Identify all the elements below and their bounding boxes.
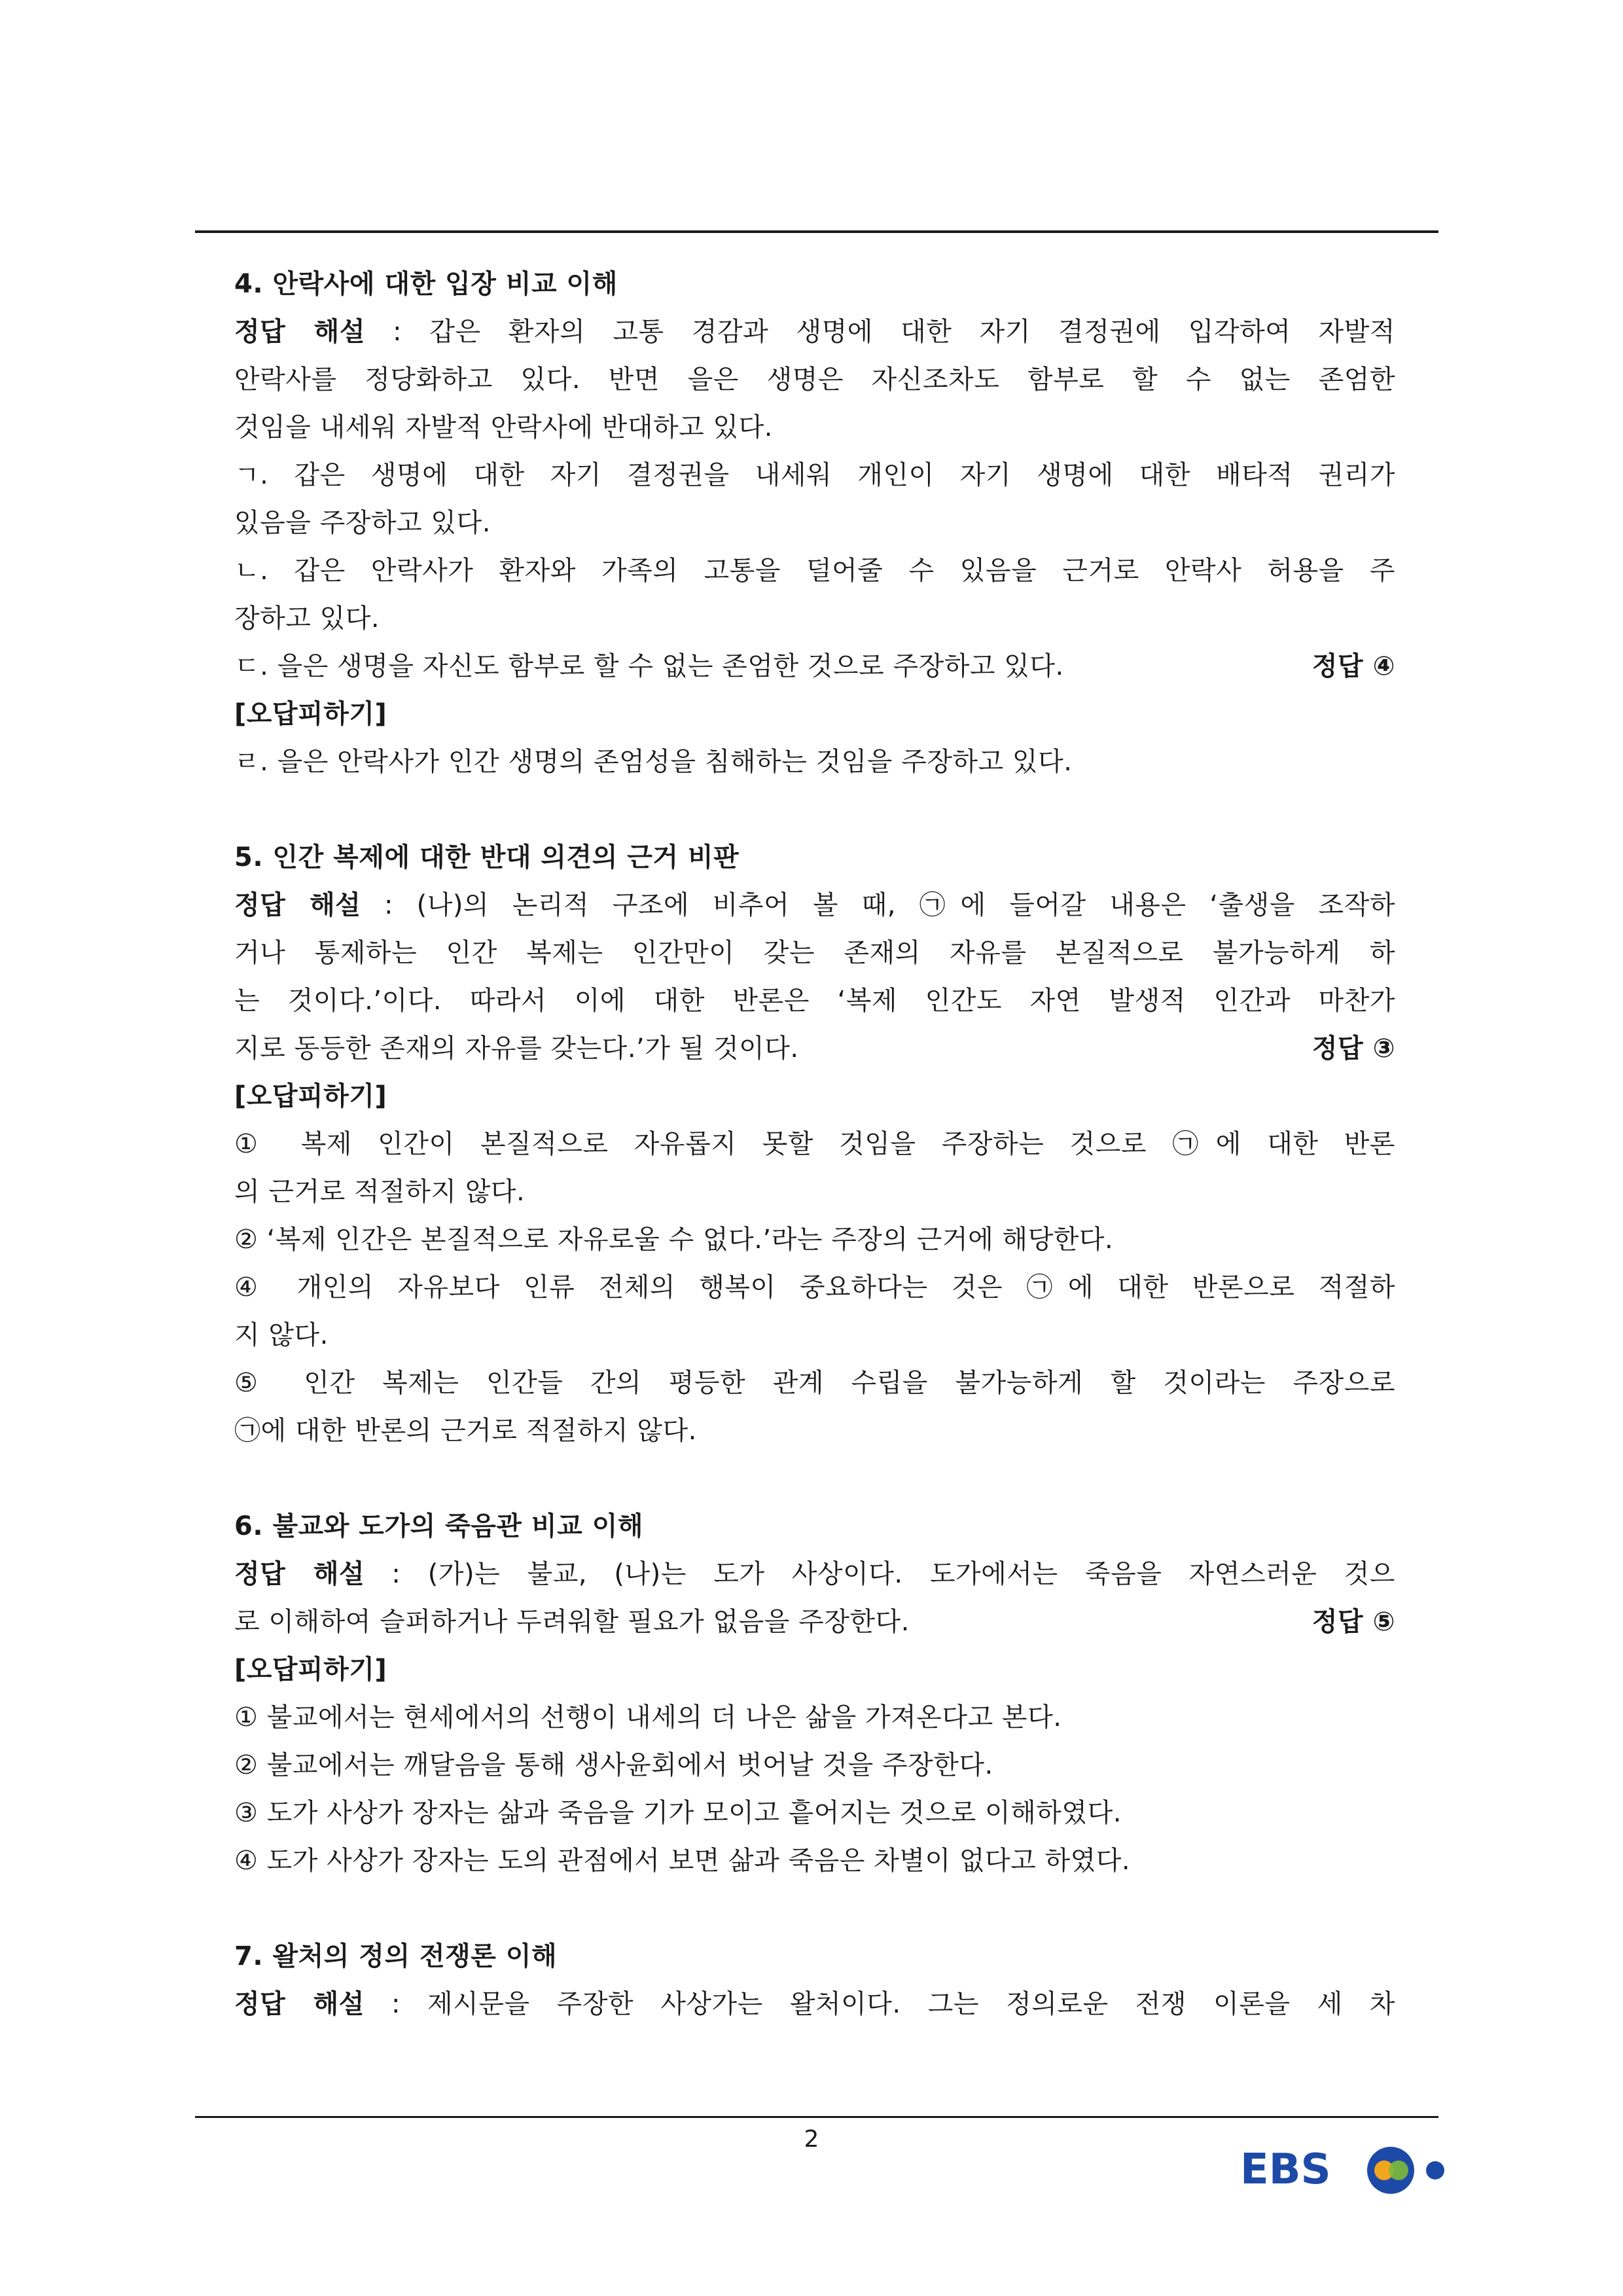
- section-5-text: 의 근거로 적절하지 않다.: [234, 1177, 526, 1207]
- section-5-text: : (나)의 논리적 구조에 비추어 볼 때, ㉠에 들어갈 내용은 ‘출생을 조작하: [361, 890, 1395, 920]
- footer-rule: [195, 2116, 1438, 2118]
- section-4-text: ㄹ. 을은 안락사가 인간 생명의 존엄성을 침해하는 것임을 주장하고 있다.: [234, 747, 1073, 777]
- section-5-text: 지로 동등한 존재의 자유를 갖는다.’가 될 것이다.: [234, 1033, 799, 1064]
- header-rule: [195, 230, 1438, 233]
- section-5-text: 지 않다.: [234, 1320, 329, 1350]
- ebs-logo-green-dot: [1389, 2161, 1408, 2180]
- section-4-text: ㄷ. 을은 생명을 자신도 함부로 할 수 없는 존엄한 것으로 주장하고 있다.: [234, 651, 1064, 681]
- section-4-text: 것임을 내세워 자발적 안락사에 반대하고 있다.: [234, 412, 773, 442]
- section-5-text: 거나 통제하는 인간 복제는 인간만이 갖는 존재의 자유를 본질적으로 불가능하게 하: [234, 938, 1395, 968]
- section-4-text: 있음을 주장하고 있다.: [234, 508, 491, 538]
- section-4-text: ㄴ. 갑은 안락사가 환자와 가족의 고통을 덜어줄 수 있음을 근거로 안락사 허용을 주: [234, 556, 1395, 586]
- section-5-text: 는 것이다.’이다. 따라서 이에 대한 반론은 ‘복제 인간도 자연 발생적 인간과 마찬가: [234, 986, 1395, 1016]
- wrong-answer-heading: [오답피하기]: [234, 699, 387, 729]
- section-5-text: ④ 개인의 자유보다 인류 전체의 행복이 중요하다는 것은 ㉠에 대한 반론으로 적절하: [234, 1272, 1395, 1302]
- wrong-answer-heading: [오답피하기]: [234, 1655, 387, 1685]
- section-6-text: ① 불교에서는 현세에서의 선행이 내세의 더 나은 삶을 가져온다고 본다.: [234, 1702, 1062, 1732]
- answer-label: 정답 ⑤: [1311, 1607, 1395, 1637]
- ebs-logo: [1239, 2135, 1455, 2203]
- section-5-title: 5. 인간 복제에 대한 반대 의견의 근거 비판: [234, 842, 740, 872]
- page-body: [234, 260, 1395, 2028]
- section-6-text: ④ 도가 사상가 장자는 도의 관점에서 보면 삶과 죽음은 차별이 없다고 하였다.: [234, 1846, 1131, 1876]
- answer-label: 정답 ③: [1311, 1033, 1395, 1064]
- section-6-text: ③ 도가 사상가 장자는 삶과 죽음을 기가 모이고 흩어지는 것으로 이해하였다.: [234, 1798, 1122, 1828]
- section-6-text: 로 이해하여 슬퍼하거나 두려워할 필요가 없음을 주장한다.: [234, 1607, 910, 1637]
- section-5-text: ② ‘복제 인간은 본질적으로 자유로울 수 없다.’라는 주장의 근거에 해당한다.: [234, 1225, 1114, 1255]
- section-4-title: 4. 안락사에 대한 입장 비교 이해: [234, 269, 618, 299]
- section-6-text: : (가)는 불교, (나)는 도가 사상이다. 도가에서는 죽음을 자연스러운 것으: [365, 1559, 1395, 1589]
- section-4-text: 장하고 있다.: [234, 603, 380, 634]
- section-5-text: ⑤ 인간 복제는 인간들 간의 평등한 관계 수립을 불가능하게 할 것이라는 주장으로: [234, 1368, 1395, 1398]
- section-5-text: ㉠에 대한 반론의 근거로 적절하지 않다.: [234, 1416, 697, 1446]
- answer-explanation-label: 정답 해설: [234, 890, 361, 920]
- page-number: 2: [804, 2126, 819, 2153]
- section-4-text: 안락사를 정당화하고 있다. 반면 을은 생명은 자신조차도 함부로 할 수 없는 존엄한: [234, 365, 1395, 395]
- answer-explanation-label: 정답 해설: [234, 317, 365, 347]
- ebs-logo-small-dot: [1426, 2161, 1444, 2179]
- section-6-title: 6. 불교와 도가의 죽음관 비교 이해: [234, 1511, 643, 1541]
- section-7-title: 7. 왈처의 정의 전쟁론 이해: [234, 1941, 558, 1971]
- answer-explanation-label: 정답 해설: [234, 1989, 365, 2019]
- wrong-answer-heading: [오답피하기]: [234, 1081, 387, 1111]
- section-6-text: ② 불교에서는 깨달음을 통해 생사윤회에서 벗어날 것을 주장한다.: [234, 1750, 993, 1780]
- section-4-text: : 갑은 환자의 고통 경감과 생명에 대한 자기 결정권에 입각하여 자발적: [365, 317, 1395, 347]
- ebs-logo-text: EBS: [1240, 2145, 1331, 2194]
- answer-explanation-label: 정답 해설: [234, 1559, 365, 1589]
- answer-label: 정답 ④: [1311, 651, 1395, 681]
- section-7-text: : 제시문을 주장한 사상가는 왈처이다. 그는 정의로운 전쟁 이론을 세 차: [364, 1989, 1395, 2019]
- section-5-text: ① 복제 인간이 본질적으로 자유롭지 못할 것임을 주장하는 것으로 ㉠에 대한 반론: [234, 1129, 1395, 1159]
- section-4-text: ㄱ. 갑은 생명에 대한 자기 결정권을 내세워 개인이 자기 생명에 대한 배타적 권리가: [234, 460, 1395, 490]
